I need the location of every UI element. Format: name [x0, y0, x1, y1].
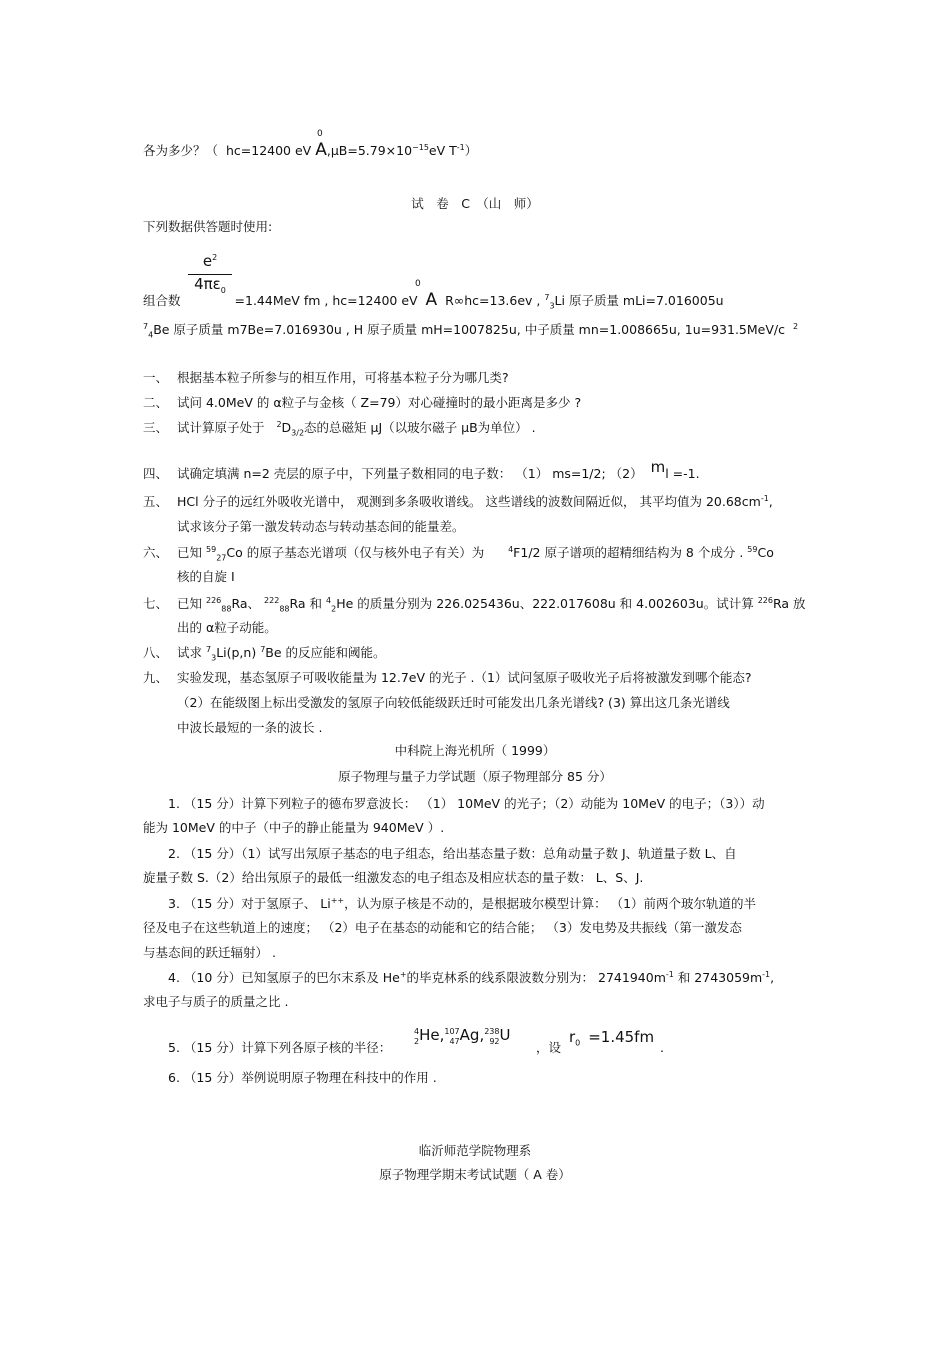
combination-line: 组合数 =1.44MeV fm , hc=12400 eV A R∞hc=13.6ev , $^7_3$Li 原子质量 mLi=7.016005u [143, 290, 724, 311]
question-3: 三、 试计算原子处于 $^2D_{3/2}$态的总磁矩 μJ（以玻尔磁子 μB为单位） . [143, 419, 536, 438]
problem-5: 5. （15 分）计算下列各原子核的半径： [168, 1040, 392, 1055]
question-6: 六、 已知 $^{59}_{27}$Co 的原子基态光谱项（仅与核外电子有关）为 $^4$F1/2 原子谱项的超精细结构为 8 个成分 . $^{59}$Co [143, 544, 774, 563]
question-8: 八、 试求 $^7_3$Li(p,n) $^7$Be 的反应能和阈能。 [143, 644, 386, 663]
problem-3: 3. （15 分）对于氢原子、 Li++，认为原子核是不动的，是根据玻尔模型计算： （1）前两个玻尔轨道的半 [168, 895, 757, 911]
problem-4-cont: 求电子与质子的质量之比 . [143, 994, 289, 1009]
problem-2: 2. （15 分）（1）试写出氖原子基态的电子组态，给出基态量子数：总角动量子数 J、轨道量子数 L、自 [168, 846, 737, 861]
question-7-cont: 出的 α粒子动能。 [177, 620, 277, 635]
question-6-cont: 核的自旋 I [177, 569, 235, 584]
problem-6: 6. （15 分）举例说明原子物理在科技中的作用 . [168, 1070, 437, 1085]
given-data-intro: 下列数据供答题时使用: [143, 219, 273, 234]
problem-5-set: ，设 [536, 1040, 562, 1055]
document-page: 0 各为多少？（ hc=12400 eV $A,\mu B=5.79\times 10^{-15}eV$ $T^{-1}$） 试 卷 C （山 师） 下列数据供答题时使用: $e^2$ $4\pi\varepsilon_0$ 0 组合数 =1.44MeV fm , hc=12400 eV A R∞hc=13.6ev , $^7_3$Li 原子质量 mLi=7.016005u $^7_4$Be 原子质量 m7Be=7.016930u , H 原子质量 mH=1007825u, 中子质量 mn=1.008665u, 1u=931.5MeV/c $^2$ 一、 根据基本粒子所参与的相互作用，可将基本粒子分为哪几类? 二、 试问 4.0MeV 的 α粒子与金核（ Z=79）对心碰撞时的最小距离是多少 ? 三、 试计算原子处于 $^2D_{3/2}$态的总磁矩 μJ（以玻尔磁子 μB为单位） . 四、 试确定填满 n=2 壳层的原子中，下列量子数相同的电子数： （1） ms=1/2; （2） ml =-1. 五、 HCl 分子的远红外吸收光谱中， 观测到多条吸收谱线。 这些谱线的波数间隔近似， 其平均值为 $20.68cm^{-1}$, 试求该分子第一激发转动态与转动基态间的能量差。 六、 已知 $^{59}_{27}$Co 的原子基态光谱项（仅与核外电子有关）为 $^4$F1/2 原子谱项的超精细结构为 8 个成分 . $^{59}$Co 核的自旋 I 七、 已知 $^{226}_{88}$Ra、 $^{222}_{88}$Ra 和 $^4_2$He 的质量分别为 226.025436u、222.017608u 和 4.002603u。试计算 $^{226}$Ra 放 出的 α粒子动能。 八、 试求 $^7_3$Li(p,n) $^7$Be 的反应能和阈能。 九、 实验发现，基态氢原子可吸收能量为 12.7eV 的光子 .（1）试问氢原子吸收光子后将被激发到哪个能态? （2）在能级图上标出受激发的氢原子向较低能级跃迁时可能发出几条光谱线? (3) 算出这几条光谱线 中波长最短的一条的波长 . 中科院上海光机所（ 1999） 原子物理与量子力学试题（原子物理部分 85 分） 1. （15 分）计算下列粒子的德布罗意波长： （1） 10MeV 的光子；（2）动能为 10MeV 的电子；（3））动 能为 10MeV 的中子（中子的静止能量为 940MeV ）. 2. （15 分）（1）试写出氖原子基态的电子组态，给出基态量子数：总角动量子数 J、轨道量子数 L、自 旋量子数 S.（2）给出氖原子的最低一组激发态的电子组态及相应状态的量子数： L、S、J. 3. （15 分）对于氢原子、 Li++，认为原子核是不动的，是根据玻尔模型计算： （1）前两个玻尔轨道的半 径及电子在这些轨道上的速度； （2）电子在基态的动能和它的结合能； （3）发电势及共振线（第一激发态 与基态间的跃迁辐射） . 4. （10 分）已知氢原子的巴尔末系及 He+的毕克林系的线系限波数分别为： $2741940m^{-1}$ 和 $2743059m^{-1}$, 求电子与质子的质量之比 . 5. （15 分）计算下列各原子核的半径： 4 2He,107 47Ag,238 92U ，设 $r_0 =1.45fm$ . 6. （15 分）举例说明原子物理在科技中的作用 . 临沂师范学院物理系 原子物理学期末考试试题（ A 卷） [0, 0, 950, 1345]
question-5: 五、 HCl 分子的远红外吸收光谱中， 观测到多条吸收谱线。 这些谱线的波数间隔近似， 其平均值为 $20.68cm^{-1}$, [143, 493, 773, 509]
top-continuation-line: 各为多少？（ hc=12400 eV $A,\mu B=5.79\times 10^{-15}eV$ $T^{-1}$） [143, 140, 478, 160]
question-9: 九、 实验发现，基态氢原子可吸收能量为 12.7eV 的光子 .（1）试问氢原子吸收光子后将被激发到哪个能态? [143, 670, 752, 685]
question-1: 一、 根据基本粒子所参与的相互作用，可将基本粒子分为哪几类? [143, 370, 509, 385]
combination-fraction: $e^2$ $4\pi\varepsilon_0$ [188, 252, 232, 293]
problem-1-cont: 能为 10MeV 的中子（中子的静止能量为 940MeV ）. [143, 820, 445, 835]
problem-3-cont-2: 与基态间的跃迁辐射） . [143, 945, 276, 960]
problem-4: 4. （10 分）已知氢原子的巴尔末系及 He+的毕克林系的线系限波数分别为： $2741940m^{-1}$ 和 $2743059m^{-1}$, [168, 969, 775, 985]
radius-formula: $r_0 =1.45fm$ [569, 1028, 655, 1048]
question-9-cont-1: （2）在能级图上标出受激发的氢原子向较低能级跃迁时可能发出几条光谱线? (3) 算出这几条光谱线 [177, 695, 730, 710]
angstrom-superscript-c: 0 [415, 279, 421, 289]
section-e-subtitle: 原子物理学期末考试试题（ A 卷） [379, 1167, 571, 1182]
section-e-title: 临沂师范学院物理系 [418, 1143, 532, 1158]
question-9-cont-2: 中波长最短的一条的波长 . [177, 720, 323, 735]
question-5-cont: 试求该分子第一激发转动态与转动基态间的能量差。 [177, 519, 465, 534]
problem-2-cont: 旋量子数 S.（2）给出氖原子的最低一组激发态的电子组态及相应状态的量子数： L、S、J. [143, 870, 644, 885]
problem-3-cont-1: 径及电子在这些轨道上的速度； （2）电子在基态的动能和它的结合能； （3）发电势及共振线（第一激发态 [143, 920, 742, 935]
question-7: 七、 已知 $^{226}_{88}$Ra、 $^{222}_{88}$Ra 和 $^4_2$He 的质量分别为 226.025436u、222.017608u 和 4.002603u。试计算 $^{226}$Ra 放 [143, 595, 806, 614]
section-c-title: 试 卷 C （山 师） [411, 196, 539, 211]
problem-5-end: . [660, 1040, 664, 1055]
question-2: 二、 试问 4.0MeV 的 α粒子与金核（ Z=79）对心碰撞时的最小距离是多少 ? [143, 395, 582, 410]
section-d-title: 中科院上海光机所（ 1999） [394, 743, 556, 758]
problem-1: 1. （15 分）计算下列粒子的德布罗意波长： （1） 10MeV 的光子；（2）动能为 10MeV 的电子；（3））动 [168, 796, 765, 811]
question-4: 四、 试确定填满 n=2 壳层的原子中，下列量子数相同的电子数： （1） ms=1/2; （2） ml =-1. [143, 458, 700, 481]
be-mass-line: $^7_4$Be 原子质量 m7Be=7.016930u , H 原子质量 mH=1007825u, 中子质量 mn=1.008665u, 1u=931.5MeV/c $^2$ [143, 321, 799, 340]
nuclide-formula: 4 2He,107 47Ag,238 92U [414, 1026, 511, 1046]
section-d-subtitle: 原子物理与量子力学试题（原子物理部分 85 分） [338, 769, 612, 784]
